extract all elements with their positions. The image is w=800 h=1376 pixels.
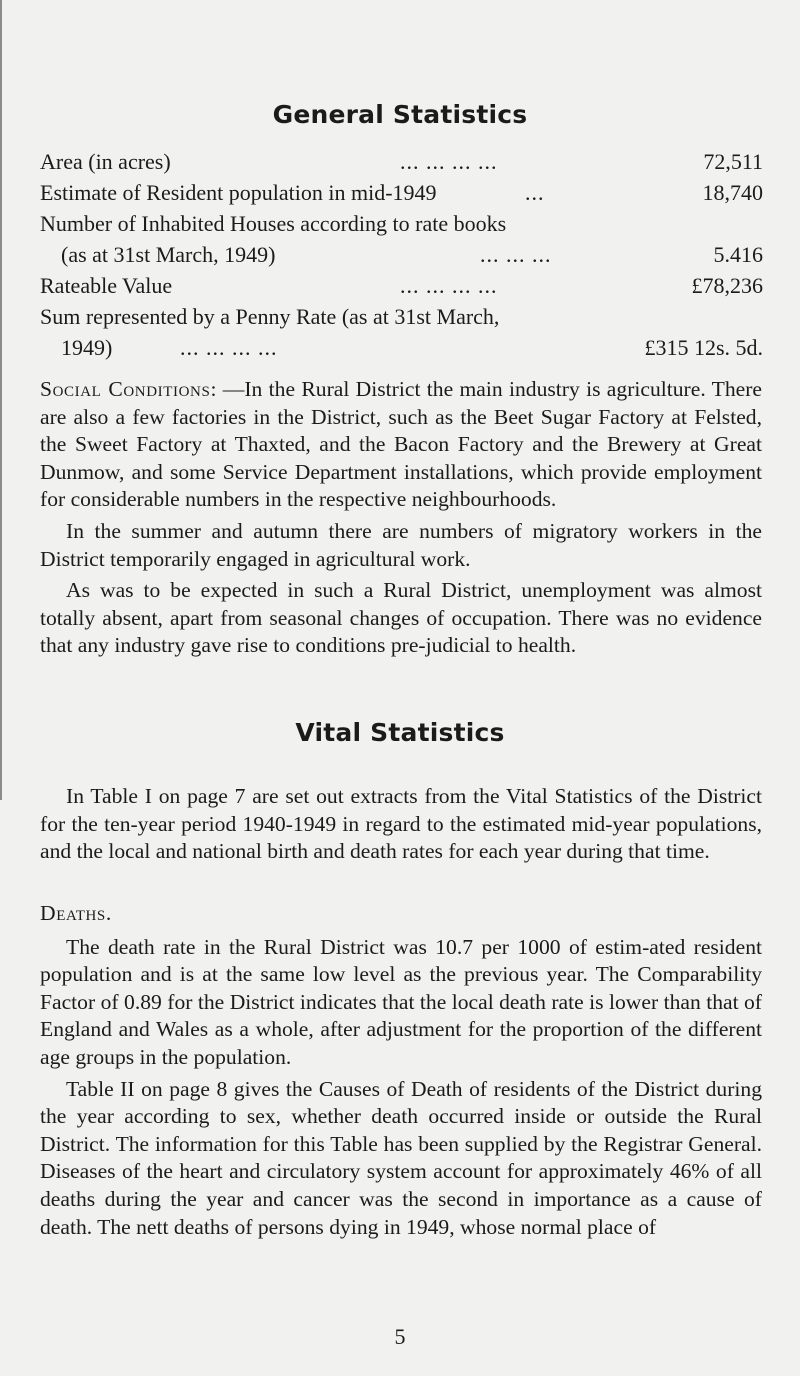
stat-row-penny-rate-year (40, 332, 763, 363)
social-paragraph-2: In the summer and autumn there are numbers of migratory workers in the District temporarily engaged in agricultural work. (40, 518, 762, 571)
leader-dots: ... ... ... ... (400, 273, 498, 298)
page-number: 5 (394, 1324, 406, 1349)
stat-label: (as at 31st March, 1949) (61, 242, 276, 267)
stat-row-houses-date (40, 239, 763, 270)
stat-row-population (40, 177, 763, 208)
vital-paragraph: In Table I on page 7 are set out extracts from the Vital Statistics of the District for the ten-year period 1940-1949 in regard to the estimated mid-year populations, and the local and national birth and death rates for each year during that time. (40, 784, 762, 864)
social-conditions-section (40, 376, 762, 660)
stat-row-penny-rate (40, 301, 763, 332)
stat-label: Area (in acres) (40, 149, 171, 174)
stat-label: Number of Inhabited Houses according to rate books (40, 211, 507, 236)
stat-value: 18,740 (702, 180, 763, 205)
stat-value: £78,236 (691, 273, 763, 298)
social-paragraph-3: As was to be expected in such a Rural District, unemployment was almost totally absent, apart from seasonal changes of occupation. There was no evidence that any industry gave rise to conditions pre-judicial to health. (40, 578, 762, 658)
leader-dots: ... ... ... (480, 242, 552, 267)
stat-label: 1949) (61, 335, 113, 360)
stat-value: 72,511 (703, 149, 763, 174)
stat-label: Sum represented by a Penny Rate (as at 31st March, (40, 304, 500, 329)
stat-row-area (40, 146, 763, 177)
deaths-paragraph-2: Table II on page 8 gives the Causes of Death of residents of the District during the year according to sex, whether death occurred inside or outside the Rural District. The information for this Table has been supplied by the Registrar General. Diseases of the heart and circulatory system account for approximately 46% of all deaths during the year and cancer was the second in importance as a cause of death. The nett deaths of persons dying in 1949, whose normal place of (40, 1076, 762, 1239)
social-paragraph-1 (40, 376, 762, 514)
stat-label: Rateable Value (40, 273, 173, 298)
leader-dots: ... (525, 180, 545, 205)
leader-dots: ... ... ... ... (400, 149, 498, 174)
general-statistics-table (40, 146, 763, 363)
social-text: : —In the Rural District the main industry is agriculture. There are also a few factories in the District, such as the Beet Sugar Factory at Felsted, the Sweet Factory at Thaxted, and the Bacon Factory and the Brewery at Great Dunmow, and some Service Department installations, which provide employment for considerable numbers in the respective neighbourhoods. (40, 377, 763, 512)
deaths-heading: Deaths. (40, 901, 112, 925)
stat-value: 5.416 (713, 242, 763, 267)
stat-label: Estimate of Resident population in mid-1949 (40, 180, 437, 205)
deaths-paragraph-1: The death rate in the Rural District was 10.7 per 1000 of estim-ated resident population and is at the same low level as the previous year. The Comparability Factor of 0.89 for the District indicates that the local death rate is lower than that of England and Wales as a whole, after adjustment for the proportion of the different age groups in the population. (40, 934, 762, 1069)
vital-statistics-section (40, 783, 762, 866)
deaths-section (40, 900, 762, 1241)
stat-row-rateable-value (40, 270, 763, 301)
leader-dots: ... ... ... ... (180, 335, 278, 360)
general-statistics-heading: General Statistics (272, 100, 528, 129)
stat-row-houses (40, 208, 763, 239)
vital-statistics-heading: Vital Statistics (295, 718, 505, 747)
stat-value: £315 12s. 5d. (644, 335, 763, 360)
social-conditions-lead: Social Conditions (40, 377, 211, 401)
